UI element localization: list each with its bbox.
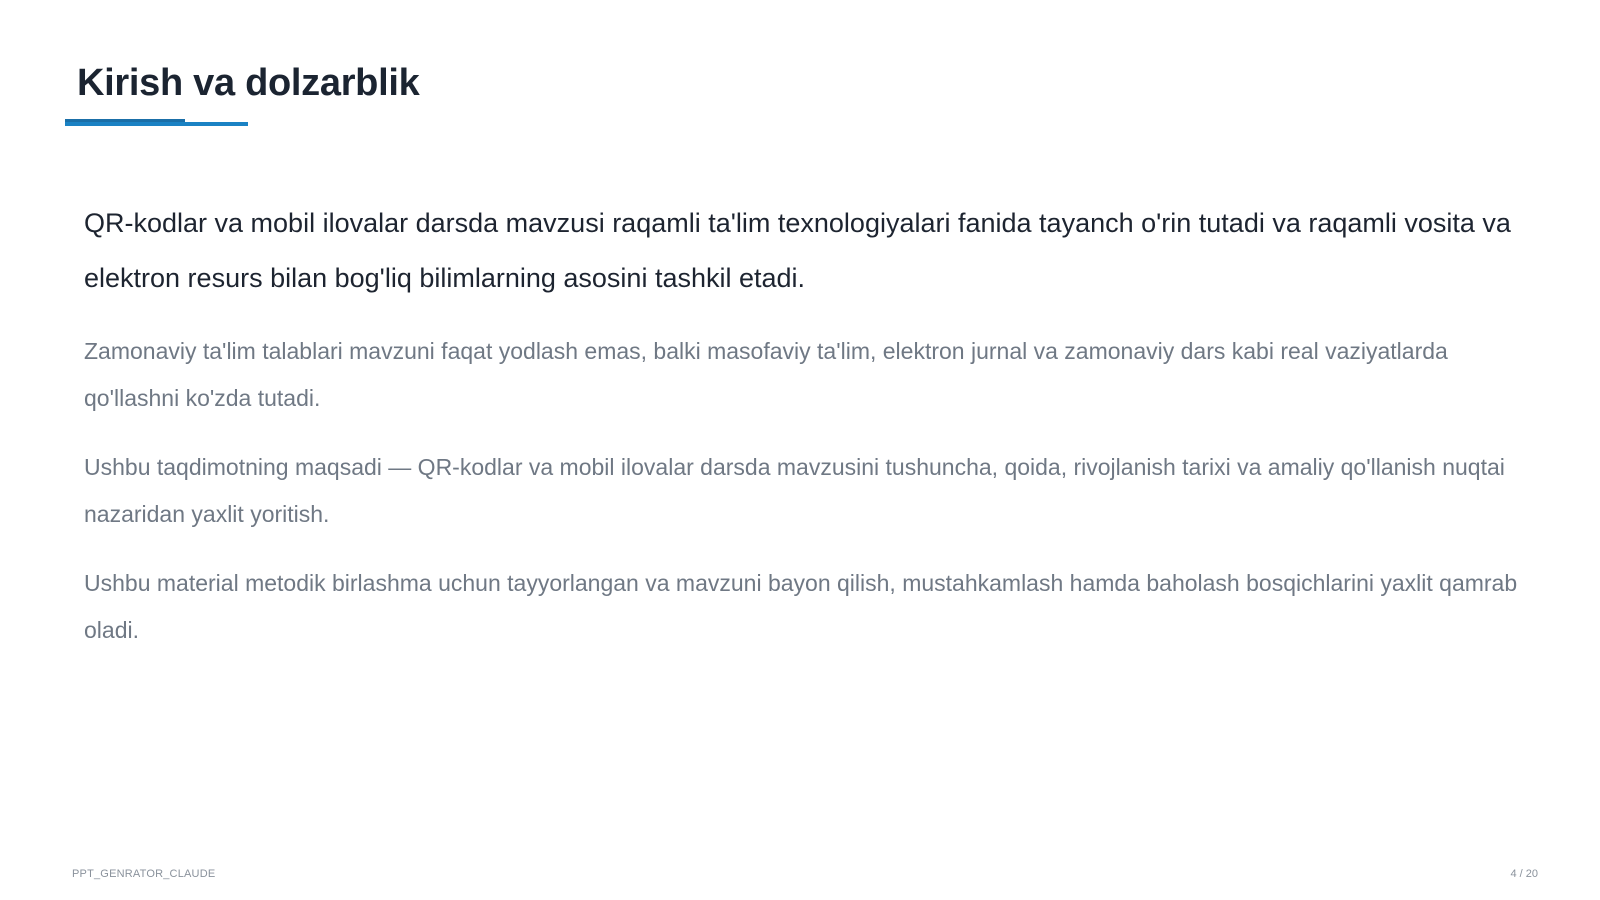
title-underline [65, 122, 248, 126]
page-number: 4 / 20 [1510, 868, 1538, 880]
slide-content [84, 196, 1534, 676]
lead-paragraph: QR-kodlar va mobil ilovalar darsda mavzusi raqamli ta'lim texnologiyalari fanida tayanch o'rin tutadi va raqamli vosita va elektron resurs bilan bog'liq bilimlarning asosini tashkil etadi. [84, 208, 1511, 293]
title-underline-accent [65, 119, 185, 122]
body-paragraph-1: Zamonaviy ta'lim talablari mavzuni faqat yodlash emas, balki masofaviy ta'lim, elektron jurnal va zamonaviy dars kabi real vaziyatlarda qo'llashni ko'zda tutadi. [84, 338, 1448, 411]
body-paragraph-3: Ushbu material metodik birlashma uchun tayyorlangan va mavzuni bayon qilish, mustahkamlash hamda baholash bosqichlarini yaxlit qamrab oladi. [84, 570, 1518, 643]
slide-title: Kirish va dolzarblik [77, 62, 420, 104]
body-paragraph-2: Ushbu taqdimotning maqsadi — QR-kodlar va mobil ilovalar darsda mavzusini tushuncha, qoida, rivojlanish tarixi va amaliy qo'llanish nuqtai nazaridan yaxlit yoritish. [84, 454, 1505, 527]
footer-brand: PPT_GENRATOR_CLAUDE [72, 868, 216, 880]
